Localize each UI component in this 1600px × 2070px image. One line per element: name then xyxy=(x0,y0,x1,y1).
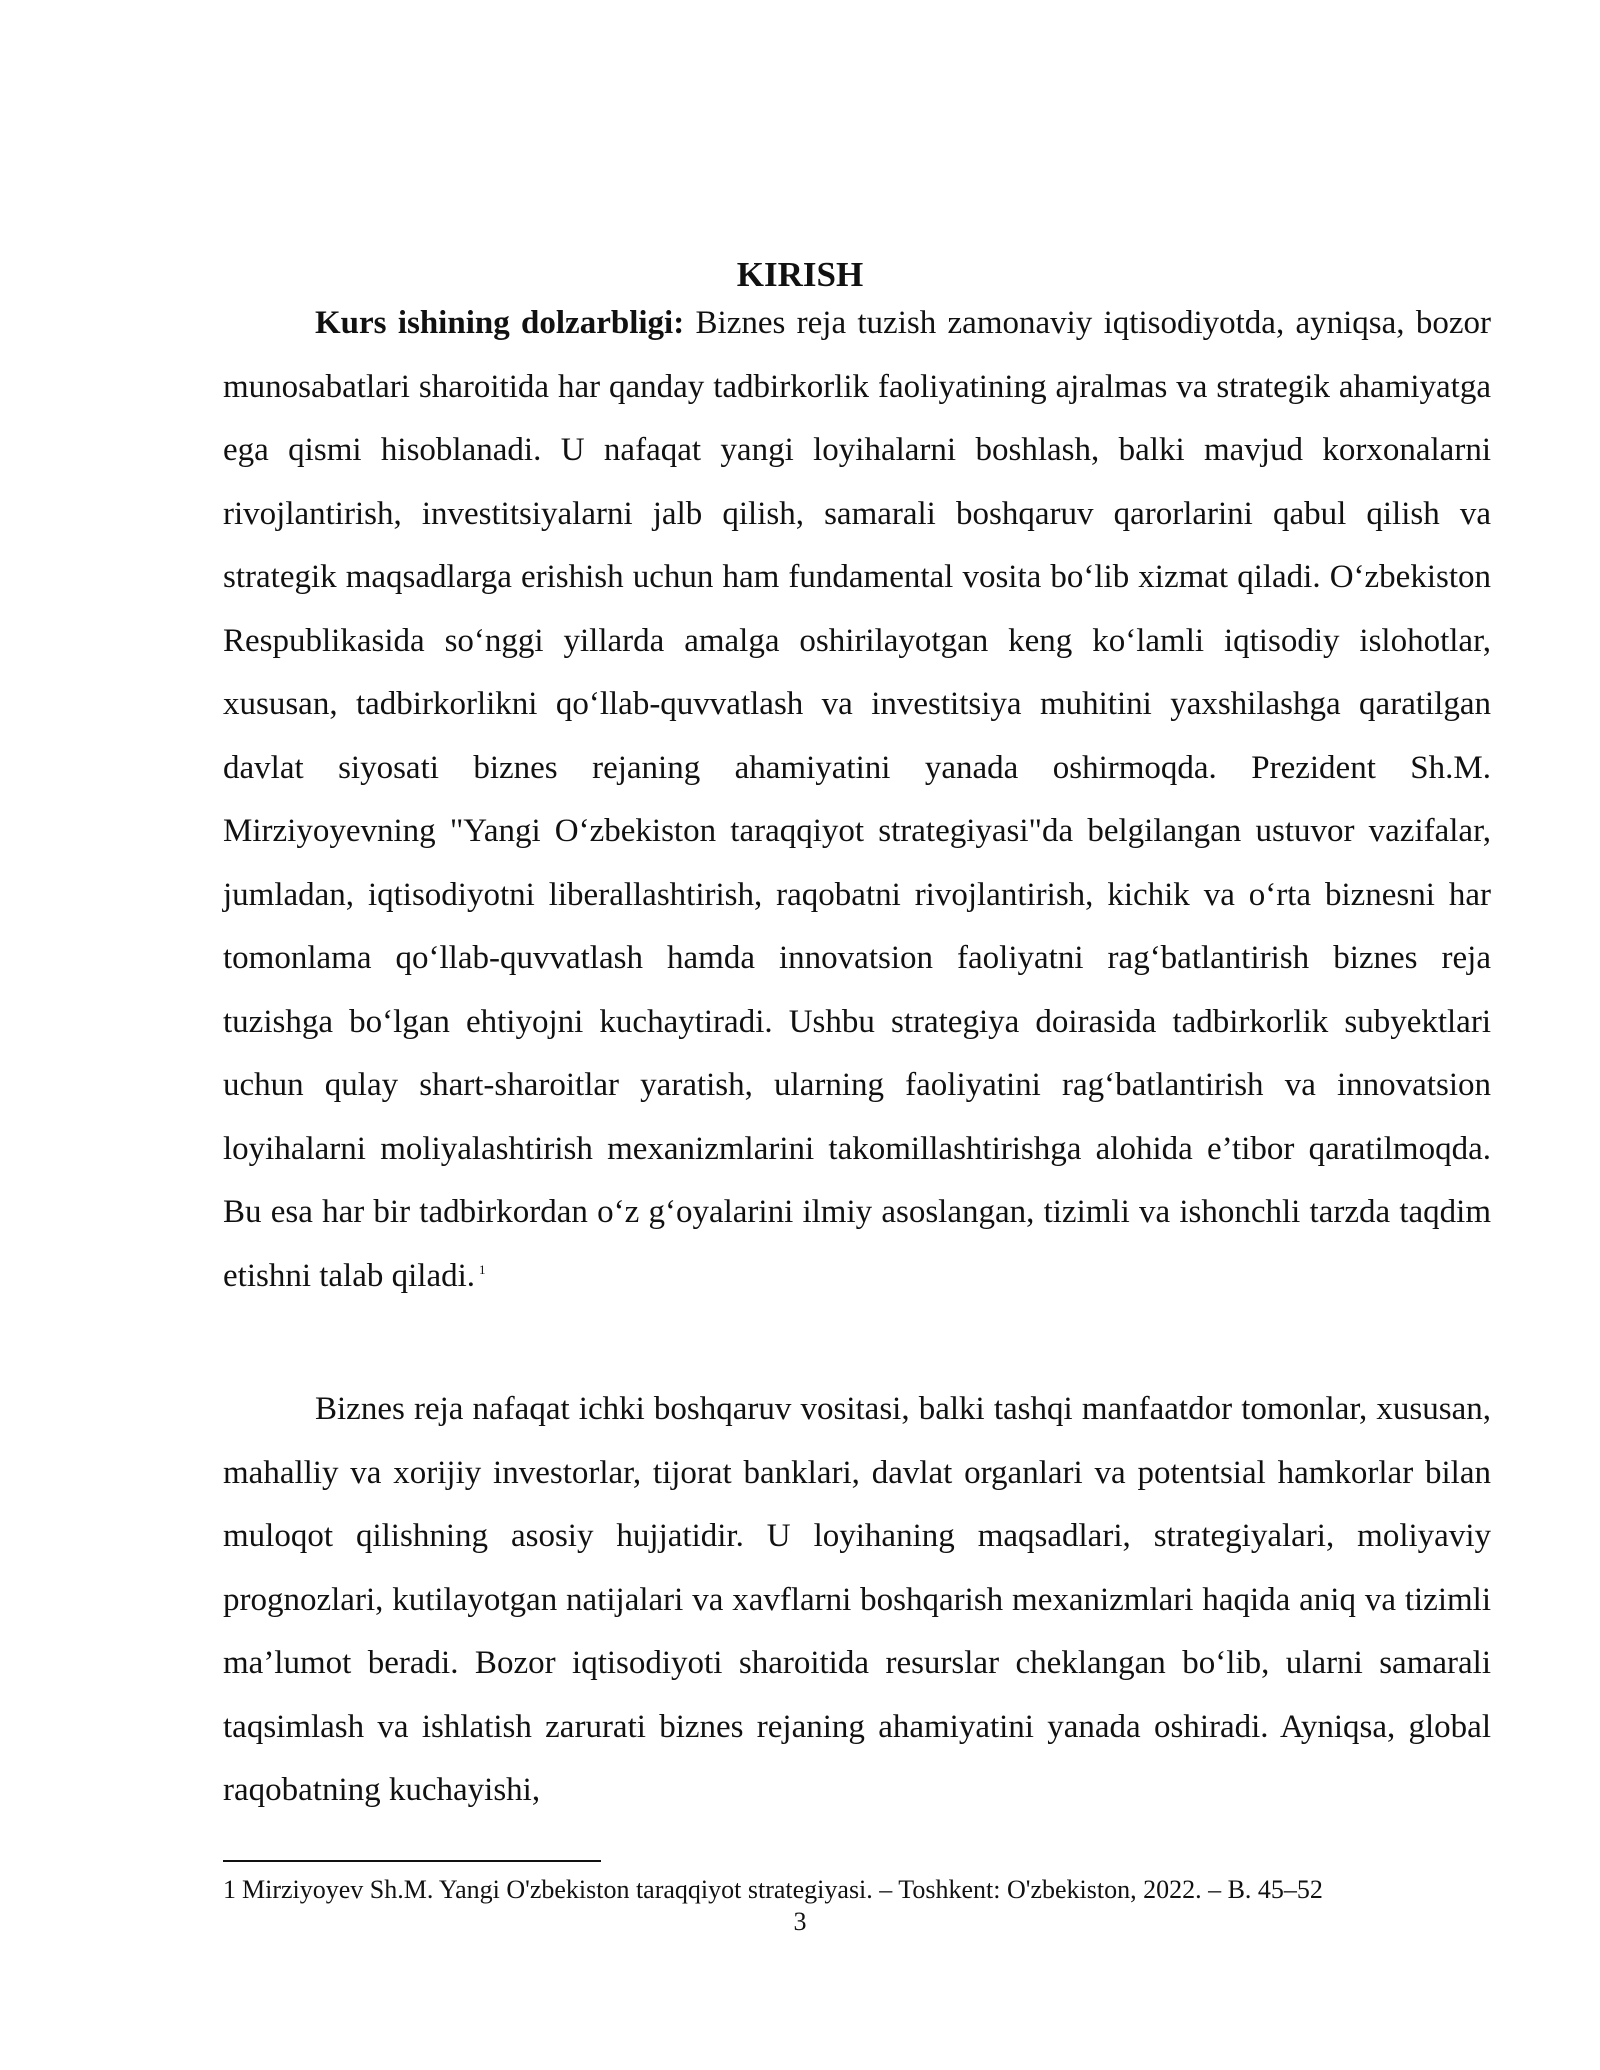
section-title: KIRISH xyxy=(736,255,864,294)
paragraph-text: Biznes reja tuzish zamonaviy iqtisodiyotda, ayniqsa, bozor munosabatlari sharoitida har qanday tadbirkorlik faoliyatining ajralmas va strategik ahamiyatga ega qismi hisoblanadi. U nafaqat yangi loyihalarni boshlash, balki mavjud korxonalarni rivojlantirish, investitsiyalarni jalb qilish, samarali boshqaruv qarorlarini qabul qilish va strategik maqsadlarga erishish uchun ham fundamental vosita bo‘lib xizmat qiladi. O‘zbekiston Respublikasida so‘nggi yillarda amalga oshirilayotgan keng ko‘lamli iqtisodiy islohotlar, xususan, tadbirkorlikni qo‘llab-quvvatlash va investitsiya muhitini yaxshilashga qaratilgan davlat siyosati biznes rejaning ahamiyatini yanada oshirmoqda. Prezident Sh.M. Mirziyoyevning "Yangi O‘zbekiston taraqqiyot strategiyasi"da belgilangan ustuvor vazifalar, jumladan, iqtisodiyotni liberallashtirish, raqobatni rivojlantirish, kichik va o‘rta biznesni har tomonlama qo‘llab-quvvatlash hamda innovatsion faoliyatni rag‘batlantirish biznes reja tuzishga bo‘lgan ehtiyojni kuchaytiradi. Ushbu strategiya doirasida tadbirkorlik subyektlari uchun qulay shart-sharoitlar yaratish, ularning faoliyatini rag‘batlantirish va innovatsion loyihalarni moliyalashtirish mexanizmlarini takomillashtirishga alohida e’tibor qaratilmoqda. Bu esa har bir tadbirkordan o‘z g‘oyalarini ilmiy asoslangan, tizimli va ishonchli tarzda taqdim etishni talab qiladi. xyxy=(223,305,1491,1294)
paragraph-relevance xyxy=(223,292,1491,1308)
page-number: 3 xyxy=(793,1907,807,1936)
footnote-text: Mirziyoyev Sh.M. Yangi O'zbekiston taraqqiyot strategiyasi. – Toshkent: O'zbekiston, 2022. – B. 45–52 xyxy=(242,1875,1323,1904)
footnote-separator xyxy=(223,1860,601,1862)
footnote xyxy=(223,1874,1323,1906)
footnote-reference[interactable]: 1 xyxy=(479,1261,486,1277)
footnote-number: 1 xyxy=(223,1875,236,1904)
paragraph-text: Biznes reja nafaqat ichki boshqaruv vositasi, balki tashqi manfaatdor tomonlar, xususan, mahalliy va xorijiy investorlar, tijorat banklari, davlat organlari va potentsial hamkorlar bilan muloqot qilishning asosiy hujjatidir. U loyihaning maqsadlari, strategiyalari, moliyaviy prognozlari, kutilayotgan natijalari va xavflarni boshqarish mexanizmlari haqida aniq va tizimli ma’lumot beradi. Bozor iqtisodiyoti sharoitida resurslar cheklangan bo‘lib, ularni samarali taqsimlash va ishlatish zarurati biznes rejaning ahamiyatini yanada oshiradi. Ayniqsa, global raqobatning kuchayishi, xyxy=(223,1391,1491,1808)
paragraph-business-plan xyxy=(223,1378,1491,1823)
paragraph-lead: Kurs ishining dolzarbligi: xyxy=(315,305,685,341)
